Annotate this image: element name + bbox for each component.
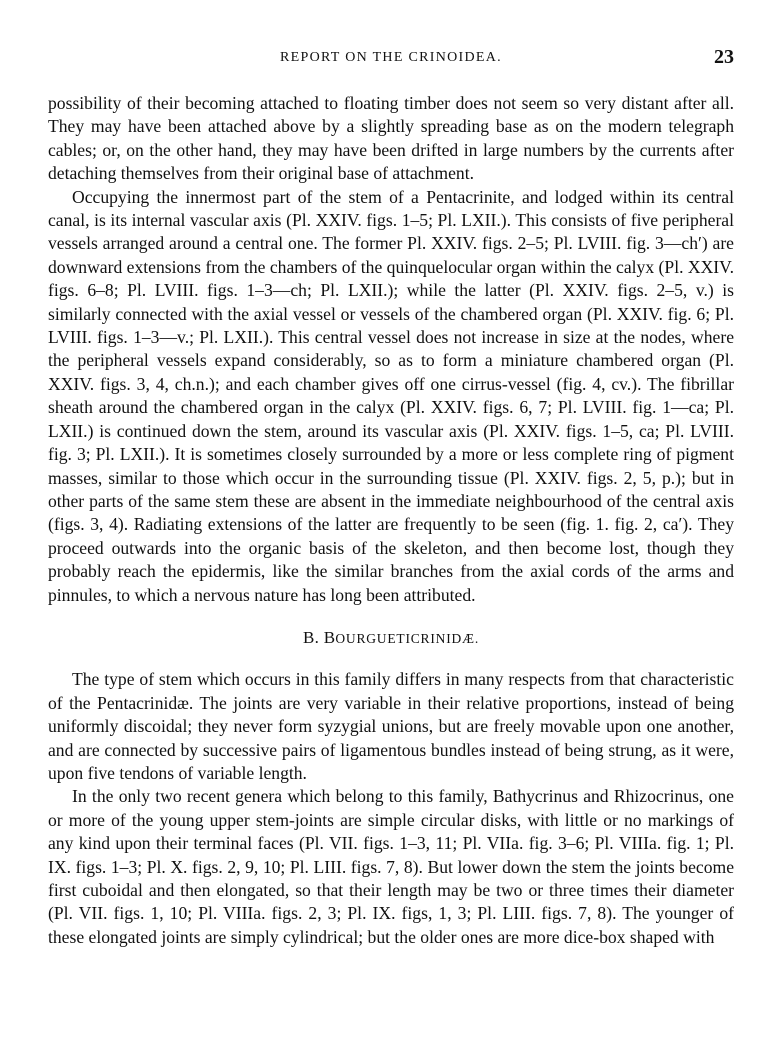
page-number: 23 [714,46,734,68]
running-title: REPORT ON THE CRINOIDEA. [280,50,502,65]
section-heading [48,626,734,650]
paragraph-recent-genera: In the only two recent genera which belong to this family, Bathycrinus and Rhizocrinus, one or more of the young upper stem-joints are simple circular disks, with little or no markings of any kind upon their terminal faces (Pl. VII. figs. 1–3, 11; Pl. VIIa. fig. 3–6; Pl. VIIIa. fig. 1; Pl. IX. figs. 1–3; Pl. X. figs. 2, 9, 10; Pl. LIII. figs. 7, 8). But lower down the stem the joints become first cuboidal and then elongated, so that their length may be two or three times their diameter (Pl. VII. figs. 1, 10; Pl. VIIIa. figs. 2, 3; Pl. IX. figs, 1, 3; Pl. LIII. figs. 7, 8). The younger of these elongated joints are simply cylindrical; but the older ones are more dice-box shaped with [48,786,734,947]
paragraph-vascular-axis: Occupying the innermost part of the stem of a Pentacrinite, and lodged within its central canal, is its internal vascular axis (Pl. XXIV. figs. 1–5; Pl. LXII.). This consists of five peripheral vessels arranged around a central one. The former Pl. XXIV. figs. 2–5; Pl. LVIII. fig. 3—ch′) are downward extensions from the chambers of the quinquelocular organ within the calyx (Pl. XXIV. figs. 6–8; Pl. LVIII. figs. 1–3—ch; Pl. LXII.); while the latter (Pl. XXIV. figs. 2–5, v.) is similarly connected with the axial vessel or vessels of the chambered organ (Pl. XXIV. fig. 6; Pl. LVIII. figs. 1–3—v.; Pl. LXII.). This central vessel does not increase in size at the nodes, where the peripheral vessels expand considerably, so as to form a miniature chambered organ (Pl. XXIV. figs. 3, 4, ch.n.); and each chamber gives off one cirrus-vessel (fig. 4, cv.). The fibrillar sheath around the chambered organ in the calyx (Pl. XXIV. figs. 6, 7; Pl. LVIII. fig. 1—ca; Pl. LXII.) is continued down the stem, around its vascular axis (Pl. XXIV. figs. 1–5, ca; Pl. LVIII. fig. 3; Pl. LXII.). It is sometimes closely surrounded by a more or less complete ring of pigment masses, similar to those which occur in the surrounding tissue (Pl. XXIV. figs. 2, 5, p.); but in other parts of the same stem these are absent in the immediate neighbourhood of the central axis (figs. 3, 4). Radiating extensions of the latter are frequently to be seen (fig. 1. fig. 2, ca′). They proceed outwards into the organic basis of the skeleton, and then become lost, though they probably reach the epidermis, like the similar branches from the axial cords of the arms and pinnules, to which a nervous nature has long been attributed. [48,186,734,605]
paragraph-stem-type: The type of stem which occurs in this family differs in many respects from that characteristic of the Pentacrinidæ. The joints are very variable in their relative proportions, instead of being uniformly discoidal; they never form syzygial unions, but are freely movable upon one another, and are connected by successive pairs of ligamentous bundles instead of being strung, as it were, upon five tendons of variable length. [48,669,734,783]
section-title-rest: OURGUETICRINIDÆ. [335,630,480,646]
section-title-initial: B [323,627,336,647]
running-head [48,46,734,70]
paragraph-continued: possibility of their becoming attached to floating timber does not seem so very distant after all. They may have been attached above by a slightly spreading base as on the modern telegraph cables; or, on the other hand, they may have been drifted in large numbers by the currents after detaching themselves from their original base of attachment. [48,93,734,184]
body-text [48,92,734,949]
section-letter: B. [302,627,320,647]
